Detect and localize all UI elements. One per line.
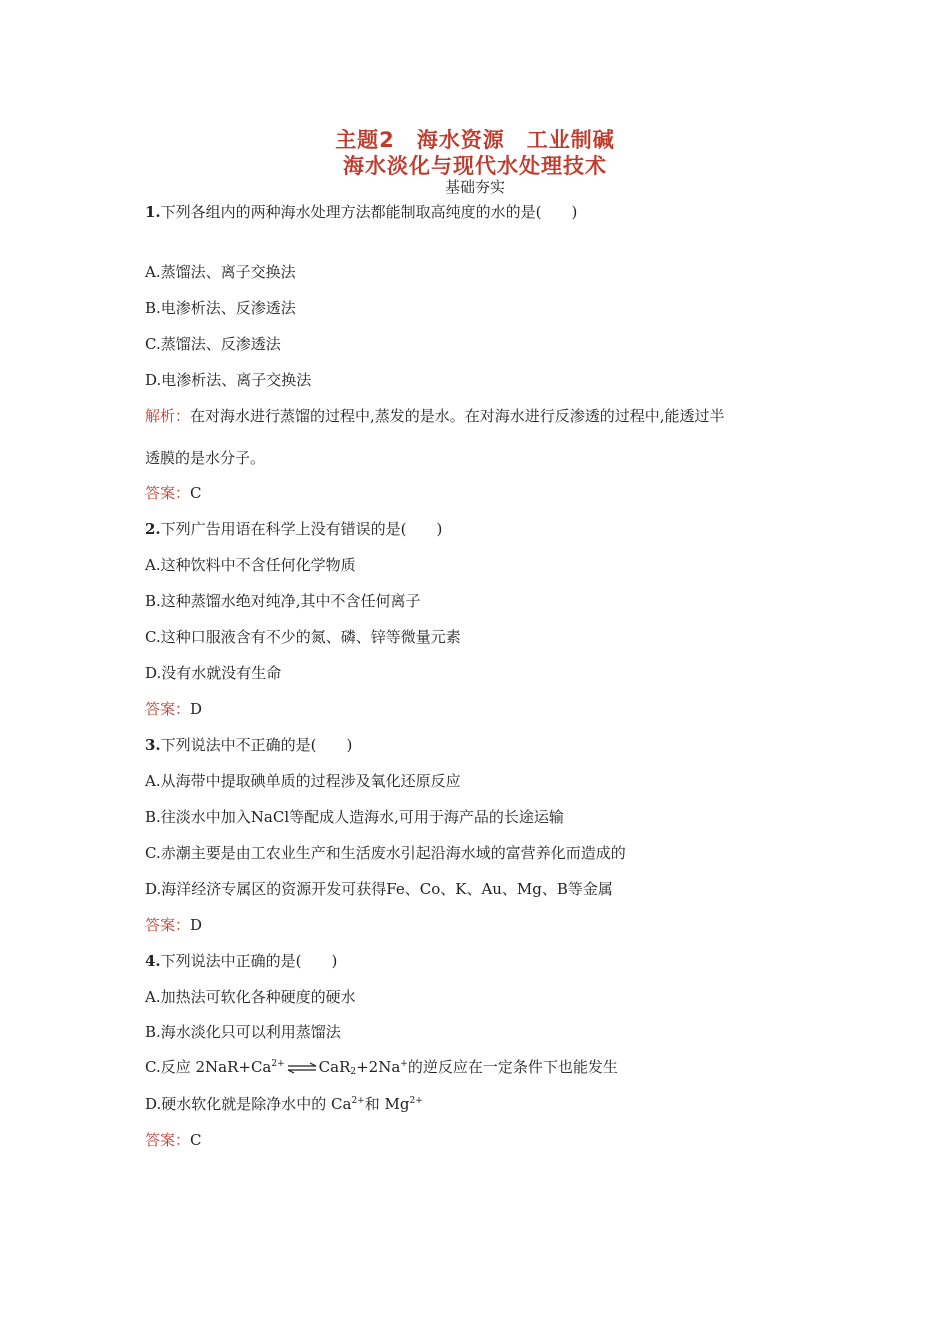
section-subtitle: 基础夯实 xyxy=(444,178,505,196)
answer-value: C xyxy=(190,484,202,502)
q4-option-d xyxy=(145,1094,423,1114)
answer-value: D xyxy=(190,916,203,934)
option-c-text: CaR xyxy=(318,1058,351,1076)
q3-option-c: C.赤潮主要是由工农业生产和生活废水引起沿海水域的富营养化而造成的 xyxy=(145,844,626,862)
question-number: 1. xyxy=(145,203,161,221)
question-3-stem xyxy=(145,735,352,755)
q3-answer xyxy=(145,915,202,935)
q1-option-d: D.电渗析法、离子交换法 xyxy=(145,371,312,389)
answer-value: C xyxy=(190,1131,202,1149)
page-title-line1: 主题2 海水资源 工业制碱 xyxy=(335,128,615,152)
subscript: 2 xyxy=(350,1067,357,1077)
charge-superscript: 2+ xyxy=(271,1059,285,1069)
question-number: 3. xyxy=(145,736,161,754)
q4-option-c xyxy=(145,1057,618,1077)
q2-option-a: A.这种饮料中不含任何化学物质 xyxy=(145,556,356,574)
question-text: 下列各组内的两种海水处理方法都能制取高纯度的水的是( ) xyxy=(160,203,578,221)
analysis-label: 解析： xyxy=(145,407,191,425)
q1-option-b: B.电渗析法、反渗透法 xyxy=(145,299,296,317)
question-1-stem xyxy=(145,202,577,222)
question-text: 下列说法中不正确的是( ) xyxy=(160,736,353,754)
charge-superscript: 2+ xyxy=(409,1096,423,1106)
reversible-arrow-icon xyxy=(286,1062,318,1074)
page-title-line2: 海水淡化与现代水处理技术 xyxy=(343,154,607,178)
q2-option-c: C.这种口服液含有不少的氮、磷、锌等微量元素 xyxy=(145,628,461,646)
charge-superscript: 2+ xyxy=(351,1096,365,1106)
q2-option-b: B.这种蒸馏水绝对纯净,其中不含任何离子 xyxy=(145,592,421,610)
analysis-text: 在对海水进行蒸馏的过程中,蒸发的是水。在对海水进行反渗透的过程中,能透过半 xyxy=(190,407,725,425)
q4-option-b: B.海水淡化只可以利用蒸馏法 xyxy=(145,1023,341,1041)
q1-answer xyxy=(145,483,202,503)
q1-analysis-line1 xyxy=(145,406,725,426)
q3-option-a: A.从海带中提取碘单质的过程涉及氧化还原反应 xyxy=(145,772,461,790)
charge-superscript: + xyxy=(400,1059,408,1069)
q1-option-a: A.蒸馏法、离子交换法 xyxy=(145,263,296,281)
q4-answer xyxy=(145,1130,202,1150)
question-text: 下列说法中正确的是( ) xyxy=(160,952,338,970)
q3-option-b: B.往淡水中加入NaCl等配成人造海水,可用于海产品的长途运输 xyxy=(145,808,564,826)
q3-option-d: D.海洋经济专属区的资源开发可获得Fe、Co、K、Au、Mg、B等金属 xyxy=(145,880,613,898)
option-c-text: +2Na xyxy=(356,1058,401,1076)
question-4-stem xyxy=(145,951,337,971)
q1-option-c: C.蒸馏法、反渗透法 xyxy=(145,335,281,353)
option-d-text: D.硬水软化就是除净水中的 Ca xyxy=(145,1095,352,1113)
option-c-text: 的逆反应在一定条件下也能发生 xyxy=(407,1058,618,1076)
q2-option-d: D.没有水就没有生命 xyxy=(145,664,282,682)
question-number: 4. xyxy=(145,952,161,970)
q4-option-a: A.加热法可软化各种硬度的硬水 xyxy=(145,988,356,1006)
answer-label: 答案： xyxy=(145,916,191,934)
q2-answer xyxy=(145,699,202,719)
answer-label: 答案： xyxy=(145,484,191,502)
answer-label: 答案： xyxy=(145,1131,191,1149)
answer-label: 答案： xyxy=(145,700,191,718)
q1-analysis-line2: 透膜的是水分子。 xyxy=(145,449,266,467)
question-number: 2. xyxy=(145,520,161,538)
question-text: 下列广告用语在科学上没有错误的是( ) xyxy=(160,520,443,538)
question-2-stem xyxy=(145,519,442,539)
option-d-text: 和 Mg xyxy=(364,1095,410,1113)
answer-value: D xyxy=(190,700,203,718)
option-c-text: C.反应 2NaR+Ca xyxy=(145,1058,272,1076)
